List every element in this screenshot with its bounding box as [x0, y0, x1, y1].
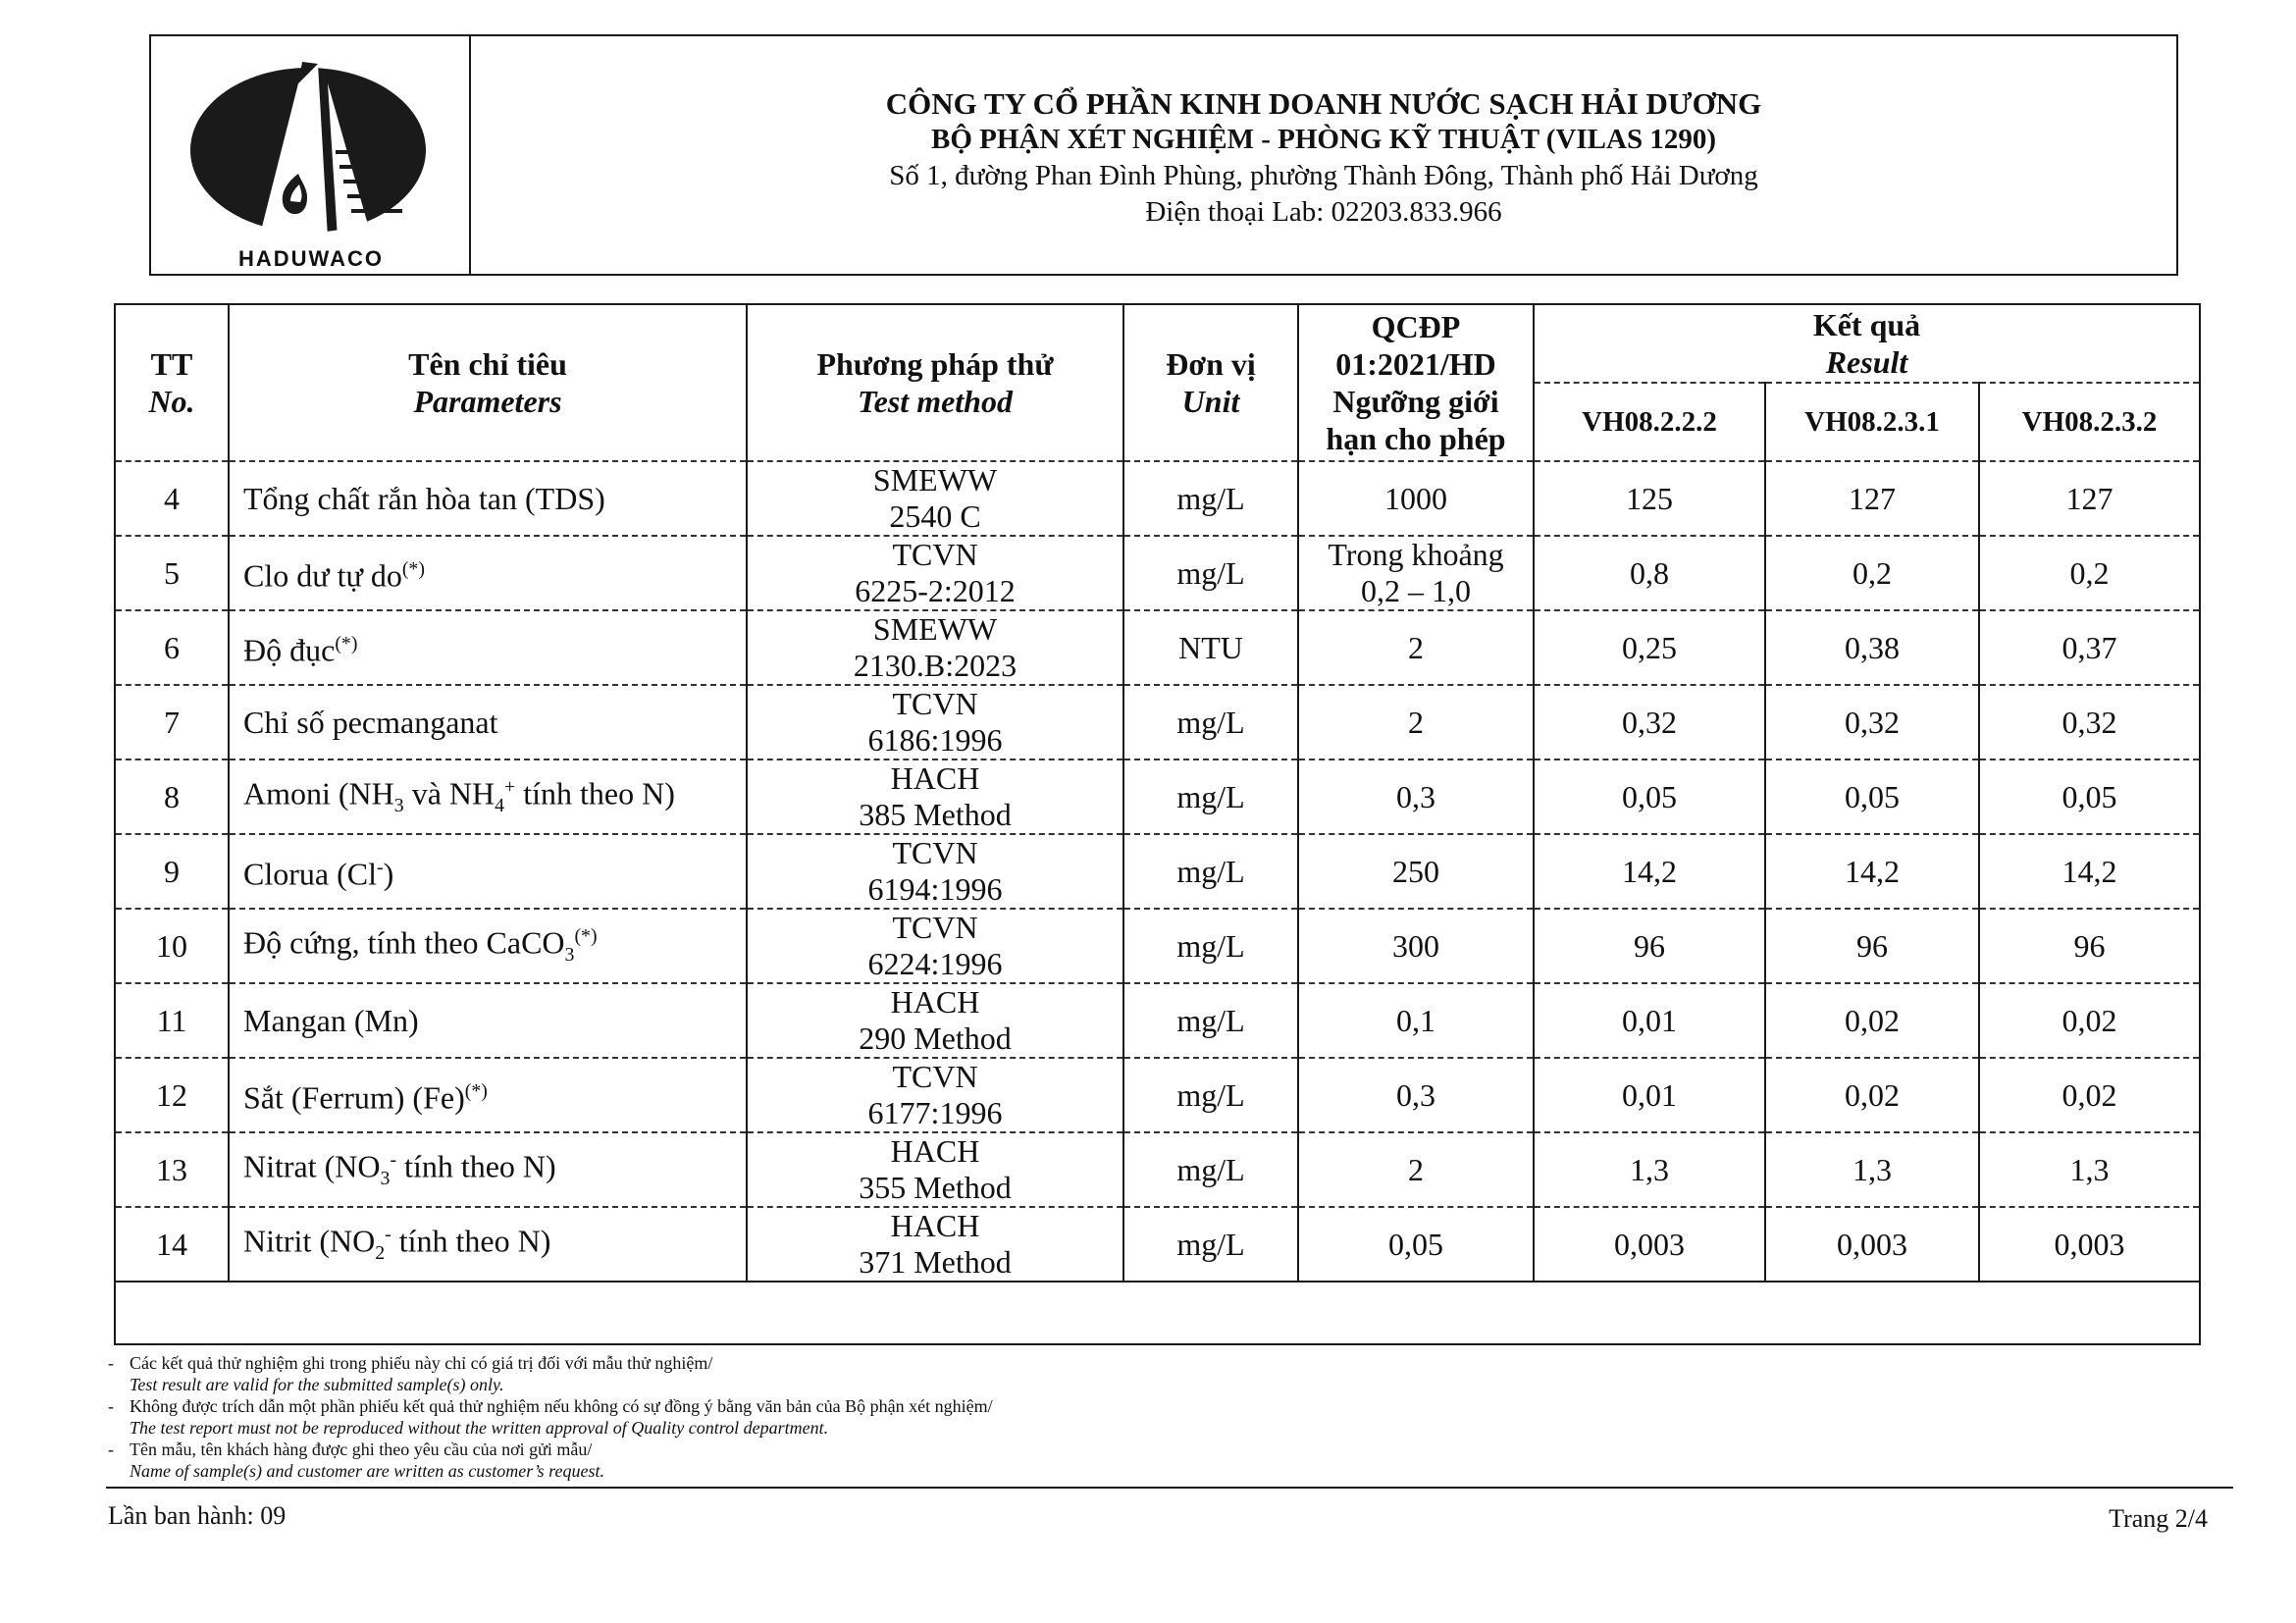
row-method	[747, 759, 1123, 834]
note-2-en: The test report must not be reproduced without the written approval of Quality control department.	[130, 1418, 829, 1438]
footer-divider	[106, 1487, 2233, 1489]
method-line-1: HACH	[890, 1208, 980, 1243]
row-unit	[1123, 983, 1298, 1058]
method-line-1: TCVN	[892, 835, 978, 870]
method-line-2: 6186:1996	[867, 722, 1003, 758]
param-superscript: -	[376, 857, 384, 879]
header-unit-vi: Đơn vị	[1166, 346, 1256, 382]
result-value: 127	[2065, 480, 2113, 516]
edition-label: Lần ban hành: 09	[108, 1501, 287, 1530]
header-limit-l4: hạn cho phép	[1326, 421, 1506, 456]
unit-text: mg/L	[1176, 1002, 1245, 1038]
method-line-2: 6225-2:2012	[855, 573, 1016, 608]
param-text-c: tính theo N)	[391, 1223, 551, 1259]
result-value: 0,8	[1630, 554, 1669, 591]
row-parameter	[229, 759, 747, 834]
header-method	[747, 304, 1123, 461]
row-no	[115, 909, 229, 983]
result-value: 0,01	[1622, 1002, 1677, 1038]
row-no-text: 9	[164, 853, 180, 889]
row-no	[115, 983, 229, 1058]
row-limit	[1298, 461, 1534, 536]
row-no	[115, 461, 229, 536]
header-limit-l2: 01:2021/HD	[1335, 346, 1496, 382]
header-result-vi: Kết quả	[1812, 307, 1921, 342]
result-value: 127	[1849, 480, 1896, 516]
method-line-1: TCVN	[892, 1059, 978, 1094]
row-result-2	[1765, 834, 1979, 909]
row-no-text: 6	[164, 629, 180, 665]
table-row	[115, 1207, 2200, 1282]
row-no-text: 12	[156, 1076, 187, 1113]
row-limit	[1298, 1207, 1534, 1282]
row-no-text: 7	[164, 704, 180, 740]
header-no	[115, 304, 229, 461]
unit-text: mg/L	[1176, 554, 1245, 591]
header-limit-l1: QCĐP	[1371, 309, 1461, 344]
param-text: Nitrat (NO	[243, 1148, 381, 1184]
result-value: 96	[1856, 927, 1888, 964]
row-result-3	[1979, 834, 2200, 909]
result-value: 125	[1626, 480, 1673, 516]
param-text: Clorua (Cl	[243, 856, 377, 892]
result-value: 0,02	[2061, 1002, 2117, 1038]
result-value: 0,38	[1845, 629, 1900, 665]
param-subscript-2: 4	[495, 795, 505, 817]
table-row	[115, 685, 2200, 759]
result-value: 0,02	[1845, 1076, 1900, 1113]
result-value: 0,05	[1622, 778, 1677, 814]
table-row	[115, 610, 2200, 685]
row-no	[115, 834, 229, 909]
result-value: 0,05	[2061, 778, 2117, 814]
row-no-text: 14	[156, 1226, 187, 1262]
row-result-1	[1534, 1132, 1765, 1207]
limit-line-1: 0,05	[1388, 1226, 1443, 1262]
result-value: 14,2	[1622, 853, 1677, 889]
result-value: 0,25	[1622, 629, 1677, 665]
param-subscript: 2	[375, 1242, 386, 1265]
result-value: 0,02	[2061, 1076, 2117, 1113]
row-no-text: 5	[164, 554, 180, 591]
limit-line-1: 2	[1408, 704, 1424, 740]
param-text: Nitrit (NO	[243, 1223, 376, 1259]
limit-line-1: 2	[1408, 629, 1424, 665]
table-filler-row	[115, 1282, 2200, 1344]
method-line-2: 371 Method	[859, 1244, 1012, 1280]
row-method	[747, 610, 1123, 685]
row-limit	[1298, 834, 1534, 909]
lab-phone: Điện thoại Lab: 02203.833.966	[1145, 196, 1502, 228]
table-row	[115, 834, 2200, 909]
row-result-3	[1979, 909, 2200, 983]
row-result-1	[1534, 983, 1765, 1058]
row-result-3	[1979, 536, 2200, 610]
result-value: 0,37	[2061, 629, 2117, 665]
method-line-2: 355 Method	[859, 1170, 1012, 1205]
result-value: 0,003	[1837, 1226, 1907, 1262]
table-row	[115, 1058, 2200, 1132]
row-parameter	[229, 1132, 747, 1207]
param-superscript: -	[385, 1223, 391, 1245]
row-result-1	[1534, 536, 1765, 610]
limit-line-1: 0,1	[1396, 1002, 1435, 1038]
row-result-3	[1979, 759, 2200, 834]
company-address: Số 1, đường Phan Đình Phùng, phường Thành Đông, Thành phố Hải Dương	[889, 160, 1758, 191]
row-no	[115, 685, 229, 759]
row-no	[115, 759, 229, 834]
table-row	[115, 536, 2200, 610]
row-result-3	[1979, 1132, 2200, 1207]
row-result-3	[1979, 685, 2200, 759]
method-line-2: 290 Method	[859, 1021, 1012, 1056]
row-result-3	[1979, 610, 2200, 685]
unit-text: mg/L	[1176, 927, 1245, 964]
row-limit	[1298, 1058, 1534, 1132]
result-value: 96	[2073, 927, 2106, 964]
row-limit	[1298, 909, 1534, 983]
row-no-text: 13	[156, 1151, 187, 1187]
result-value: 1,3	[1630, 1151, 1669, 1187]
note-1-en: Test result are valid for the submitted sample(s) only.	[130, 1375, 504, 1394]
param-text: Mangan (Mn)	[243, 1002, 419, 1038]
note-1-vi: Các kết quả thử nghiệm ghi trong phiếu này chỉ có giá trị đối với mẫu thử nghiệm/	[130, 1353, 713, 1373]
row-method	[747, 834, 1123, 909]
row-no	[115, 1058, 229, 1132]
row-result-3	[1979, 983, 2200, 1058]
row-no	[115, 536, 229, 610]
param-text-c: )	[383, 856, 394, 892]
method-line-1: HACH	[890, 984, 980, 1020]
row-result-3	[1979, 461, 2200, 536]
table-row	[115, 461, 2200, 536]
haduwaco-logo-icon	[181, 44, 445, 250]
header-no-en: No.	[148, 384, 195, 419]
unit-text: mg/L	[1176, 704, 1245, 740]
result-value: 0,05	[1845, 778, 1900, 814]
row-method	[747, 1207, 1123, 1282]
row-result-1	[1534, 685, 1765, 759]
row-result-3	[1979, 1207, 2200, 1282]
result-value: 0,2	[2069, 554, 2110, 591]
param-text-b: và NH	[403, 775, 496, 812]
param-text: Sắt (Ferrum) (Fe)	[243, 1079, 465, 1116]
table-row	[115, 1132, 2200, 1207]
result-value: 96	[1634, 927, 1665, 964]
result-value: 0,003	[1614, 1226, 1685, 1262]
limit-line-1: 0,3	[1396, 1076, 1435, 1113]
row-limit	[1298, 610, 1534, 685]
header-limit-l3: Ngưỡng giới	[1332, 384, 1499, 419]
row-parameter	[229, 536, 747, 610]
param-text: Amoni (NH	[243, 775, 394, 812]
row-unit	[1123, 1058, 1298, 1132]
logo-text: HADUWACO	[238, 246, 384, 271]
row-no	[115, 610, 229, 685]
row-unit	[1123, 461, 1298, 536]
row-method	[747, 909, 1123, 983]
row-parameter	[229, 909, 747, 983]
row-parameter	[229, 1058, 747, 1132]
result-value: 1,3	[2069, 1151, 2110, 1187]
row-result-2	[1765, 1207, 1979, 1282]
row-unit	[1123, 685, 1298, 759]
result-value: 0,32	[1845, 704, 1900, 740]
result-value: 14,2	[2061, 853, 2117, 889]
limit-line-1: 0,3	[1396, 778, 1435, 814]
header-param-en: Parameters	[413, 384, 562, 419]
limit-line-2: 0,2 – 1,0	[1361, 573, 1471, 608]
page-number: Trang 2/4	[2109, 1504, 2208, 1533]
param-superscript: (*)	[574, 924, 598, 947]
row-result-3	[1979, 1058, 2200, 1132]
table-row	[115, 759, 2200, 834]
method-line-2: 6177:1996	[867, 1095, 1003, 1130]
header-method-en: Test method	[858, 384, 1013, 419]
logo-cell	[151, 36, 471, 274]
row-result-1	[1534, 1058, 1765, 1132]
header-method-vi: Phương pháp thử	[816, 346, 1054, 382]
row-parameter	[229, 461, 747, 536]
method-line-1: HACH	[890, 760, 980, 796]
limit-line-1: 300	[1392, 927, 1439, 964]
header-result	[1534, 304, 2200, 383]
row-result-1	[1534, 759, 1765, 834]
param-superscript: -	[390, 1148, 397, 1171]
row-method	[747, 685, 1123, 759]
param-text: Độ đục	[243, 632, 336, 668]
row-no-text: 8	[164, 778, 180, 814]
row-limit	[1298, 685, 1534, 759]
method-line-1: SMEWW	[872, 462, 998, 497]
row-result-1	[1534, 610, 1765, 685]
row-method	[747, 1132, 1123, 1207]
row-result-1	[1534, 909, 1765, 983]
unit-text: mg/L	[1176, 778, 1245, 814]
row-no-text: 11	[156, 1002, 187, 1038]
row-method	[747, 461, 1123, 536]
param-subscript: 3	[380, 1168, 391, 1190]
result-value: 0,02	[1845, 1002, 1900, 1038]
row-no	[115, 1132, 229, 1207]
method-line-1: HACH	[890, 1133, 980, 1169]
row-parameter	[229, 685, 747, 759]
row-parameter	[229, 1207, 747, 1282]
header-unit	[1123, 304, 1298, 461]
result-value: 0,32	[1622, 704, 1677, 740]
param-superscript-2: +	[504, 775, 516, 798]
header-parameter	[229, 304, 747, 461]
unit-text: mg/L	[1176, 1226, 1245, 1262]
row-method	[747, 983, 1123, 1058]
result-value: 0,01	[1622, 1076, 1677, 1113]
row-result-1	[1534, 834, 1765, 909]
param-superscript: (*)	[401, 558, 425, 581]
result-value: 1,3	[1852, 1151, 1892, 1187]
row-result-2	[1765, 1058, 1979, 1132]
row-unit	[1123, 1207, 1298, 1282]
row-limit	[1298, 983, 1534, 1058]
result-value: 0,2	[1852, 554, 1892, 591]
limit-line-1: 2	[1408, 1151, 1424, 1187]
row-unit	[1123, 1132, 1298, 1207]
param-subscript: 3	[393, 795, 404, 817]
method-line-2: 6224:1996	[867, 946, 1003, 981]
row-method	[747, 1058, 1123, 1132]
results-body	[115, 461, 2200, 1344]
param-superscript: (*)	[335, 633, 358, 655]
row-result-2	[1765, 909, 1979, 983]
note-3: - Tên mẫu, tên khách hàng được ghi theo yêu cầu của nơi gửi mẫu/	[108, 1440, 593, 1459]
method-line-1: TCVN	[892, 537, 978, 572]
header-no-vi: TT	[150, 346, 193, 382]
unit-text: mg/L	[1176, 1151, 1245, 1187]
note-2-vi: Không được trích dẫn một phần phiếu kết quả thử nghiệm nếu không có sự đồng ý bằng văn bản của Bộ phận xét nghiệm/	[130, 1396, 993, 1416]
row-result-2	[1765, 610, 1979, 685]
param-superscript: (*)	[464, 1080, 488, 1103]
row-no	[115, 1207, 229, 1282]
param-subscript: 3	[564, 944, 575, 967]
result-value: 0,32	[2061, 704, 2117, 740]
note-2: - Không được trích dẫn một phần phiếu kết quả thử nghiệm nếu không có sự đồng ý bằng văn bản của Bộ phận xét nghiệm/	[108, 1396, 993, 1416]
row-result-2	[1765, 685, 1979, 759]
row-unit	[1123, 759, 1298, 834]
row-unit	[1123, 536, 1298, 610]
row-unit	[1123, 834, 1298, 909]
method-line-2: 2540 C	[889, 498, 981, 534]
notes	[108, 1352, 1482, 1482]
header-sample-2: VH08.2.3.1	[1765, 383, 1979, 461]
limit-line-1: 1000	[1384, 480, 1447, 516]
document-header	[149, 34, 2178, 276]
row-parameter	[229, 983, 747, 1058]
row-no-text: 10	[156, 927, 187, 964]
method-line-1: SMEWW	[872, 611, 998, 647]
company-info	[471, 85, 2176, 231]
table-row	[115, 909, 2200, 983]
note-3-en: Name of sample(s) and customer are written as customer’s request.	[130, 1461, 604, 1481]
row-result-2	[1765, 759, 1979, 834]
limit-line-1: Trong khoảng	[1328, 537, 1504, 572]
method-line-2: 6194:1996	[867, 871, 1003, 907]
method-line-1: TCVN	[892, 686, 978, 721]
row-limit	[1298, 536, 1534, 610]
row-limit	[1298, 759, 1534, 834]
company-name: CÔNG TY CỔ PHẦN KINH DOANH NƯỚC SẠCH HẢI DƯƠNG	[885, 86, 1762, 121]
row-limit	[1298, 1132, 1534, 1207]
row-no-text: 4	[164, 480, 180, 516]
department-name: BỘ PHẬN XÉT NGHIỆM - PHÒNG KỸ THUẬT (VILAS 1290)	[931, 124, 1716, 155]
param-text-c: tính theo N)	[396, 1148, 556, 1184]
param-text: Độ cứng, tính theo CaCO	[243, 924, 565, 961]
unit-text: mg/L	[1176, 853, 1245, 889]
table-row	[115, 983, 2200, 1058]
row-parameter	[229, 610, 747, 685]
table-filler-cell	[115, 1282, 2200, 1344]
header-result-en: Result	[1825, 344, 1908, 380]
param-text-c: tính theo N)	[515, 775, 675, 812]
header-sample-3: VH08.2.3.2	[1979, 383, 2200, 461]
header-unit-en: Unit	[1181, 384, 1240, 419]
row-result-2	[1765, 1132, 1979, 1207]
unit-text: NTU	[1178, 629, 1243, 665]
method-line-2: 385 Method	[859, 797, 1012, 832]
row-result-2	[1765, 983, 1979, 1058]
param-text: Chỉ số pecmanganat	[243, 704, 498, 740]
method-line-2: 2130.B:2023	[853, 648, 1018, 683]
row-result-2	[1765, 461, 1979, 536]
row-result-1	[1534, 1207, 1765, 1282]
row-parameter	[229, 834, 747, 909]
unit-text: mg/L	[1176, 1076, 1245, 1113]
method-line-1: TCVN	[892, 910, 978, 945]
unit-text: mg/L	[1176, 480, 1245, 516]
param-text: Tổng chất rắn hòa tan (TDS)	[243, 480, 605, 516]
note-3-vi: Tên mẫu, tên khách hàng được ghi theo yêu cầu của nơi gửi mẫu/	[130, 1440, 593, 1459]
note-1: - Các kết quả thử nghiệm ghi trong phiếu này chỉ có giá trị đối với mẫu thử nghiệm/	[108, 1353, 713, 1373]
result-value: 14,2	[1845, 853, 1900, 889]
results-table	[114, 303, 2201, 1345]
row-result-1	[1534, 461, 1765, 536]
row-unit	[1123, 610, 1298, 685]
header-limit	[1298, 304, 1534, 461]
row-unit	[1123, 909, 1298, 983]
header-param-vi: Tên chỉ tiêu	[408, 346, 567, 382]
result-value: 0,003	[2054, 1226, 2125, 1262]
param-text: Clo dư tự do	[243, 557, 402, 594]
header-sample-1: VH08.2.2.2	[1534, 383, 1765, 461]
row-method	[747, 536, 1123, 610]
row-result-2	[1765, 536, 1979, 610]
limit-line-1: 250	[1392, 853, 1439, 889]
